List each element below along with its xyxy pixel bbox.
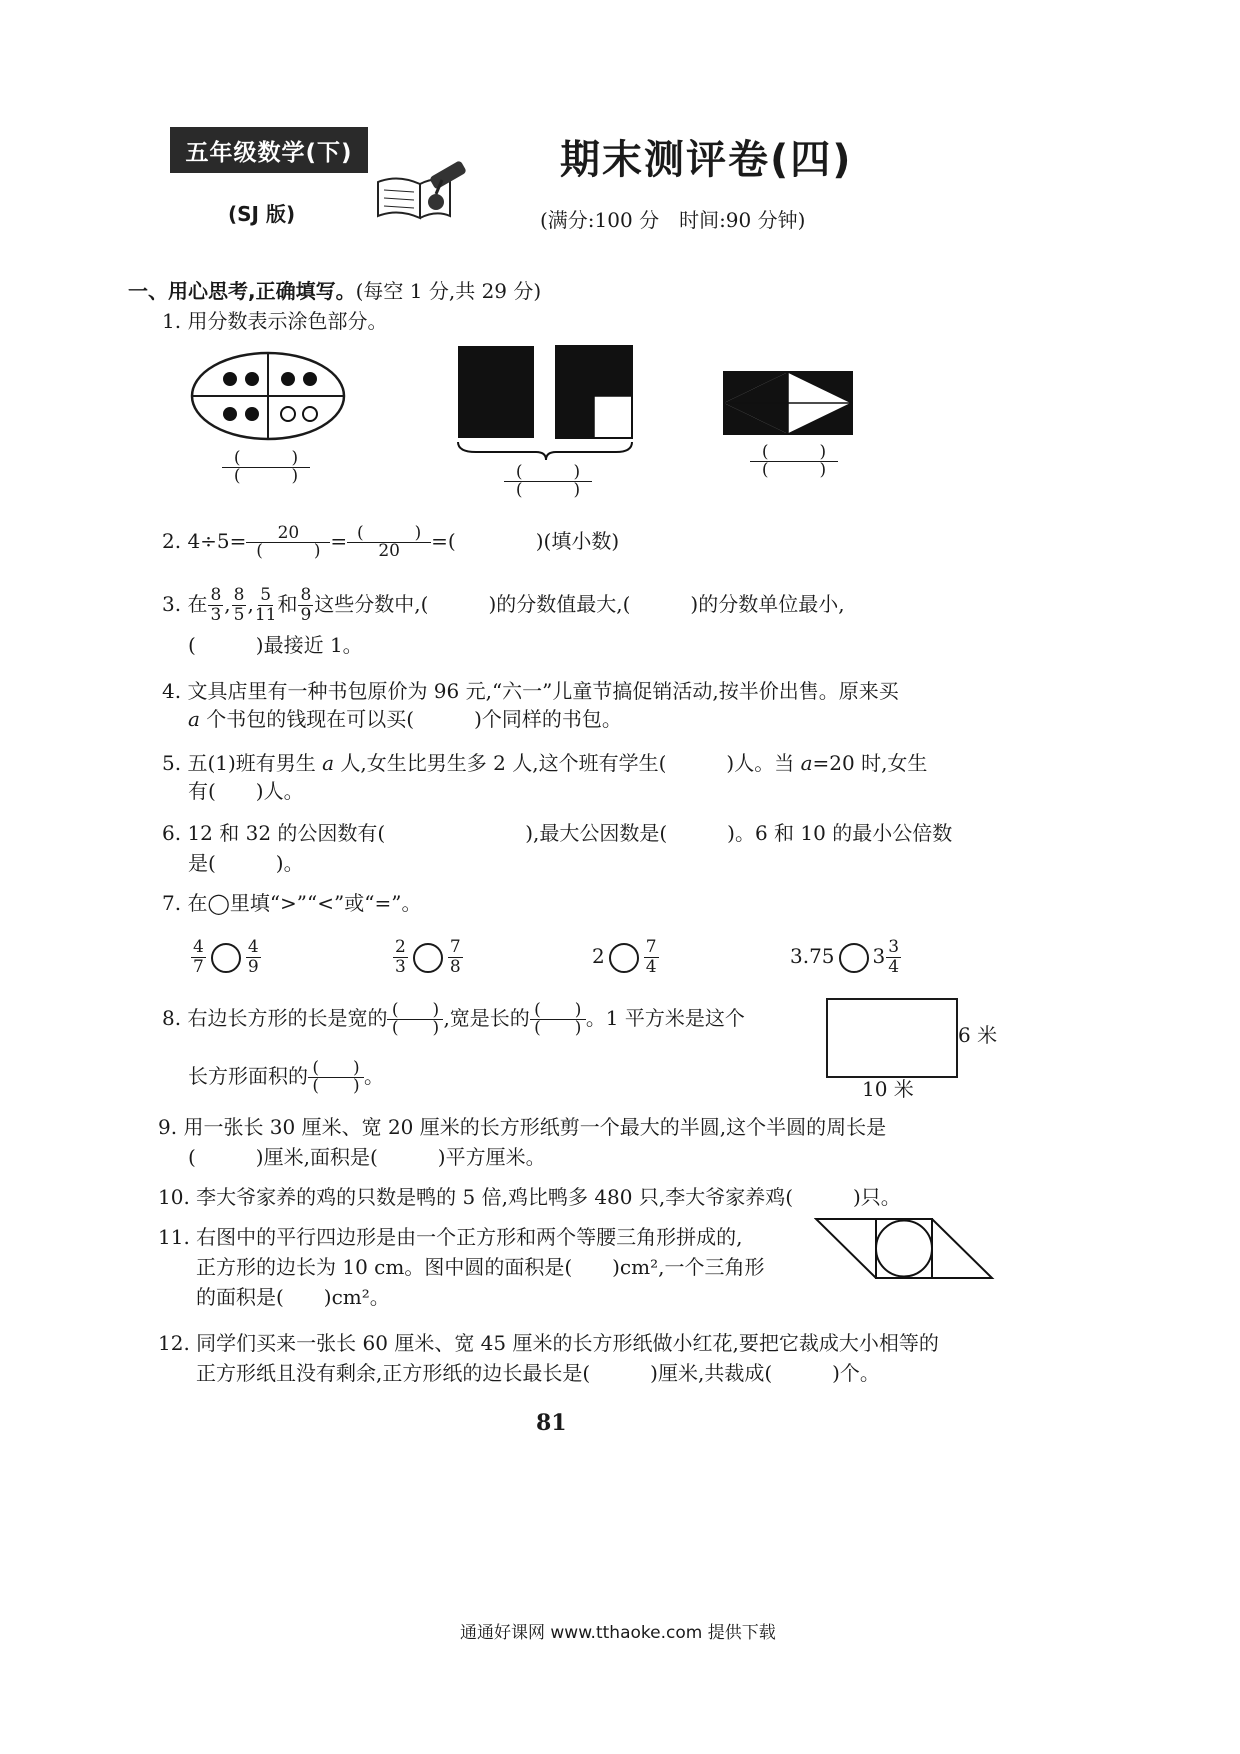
q3-fraction-3 — [255, 586, 277, 625]
rectangle-width-label: 6 米 — [958, 1023, 998, 1047]
compare-circle-1[interactable] — [211, 943, 241, 973]
section-title — [128, 275, 541, 304]
question-5 — [162, 748, 927, 778]
c3-right-denominator: 4 — [645, 957, 657, 977]
q8-fraction-3[interactable]: ( ) ( ) — [308, 1060, 364, 1095]
q3-f2-numerator: 8 — [233, 585, 245, 605]
q5-part-a: 5. 五(1)班有男生 — [162, 751, 323, 775]
rectangle-length-label: 10 米 — [862, 1077, 914, 1101]
c1-left-numerator: 4 — [193, 937, 204, 957]
c4-left: 3.75 — [790, 944, 835, 968]
q2-prefix: 2. 4÷5= — [162, 529, 247, 553]
q5-part-b: 人,女生比男生多 2 人,这个班有学生( )人。当 — [334, 751, 801, 775]
compare-item-2 — [392, 938, 464, 977]
q2-fraction-1[interactable]: 20 ( ) — [246, 525, 330, 560]
c1-right-denominator: 9 — [247, 957, 259, 977]
exam-meta: (满分:100 分 时间:90 分钟) — [540, 208, 806, 232]
question-6-line2: 是( )。 — [188, 851, 304, 875]
q4-variable: a — [188, 707, 200, 731]
compare-circle-3[interactable] — [609, 943, 639, 973]
q8-part-a: 8. 右边长方形的长是宽的 — [162, 1006, 388, 1030]
c4-right-numerator: 3 — [888, 937, 900, 957]
answer-fraction-3[interactable]: ( ) ( ) — [750, 444, 838, 479]
question-12-line2: 正方形纸且没有剩余,正方形纸的边长最长是( )厘米,共裁成( )个。 — [196, 1361, 880, 1385]
section-title-text: 一、用心思考,正确填写。 — [128, 279, 356, 303]
grade-badge: 五年级数学(下) — [170, 127, 368, 173]
c4-right-whole: 3 — [872, 944, 886, 968]
squares-brace-figure — [456, 344, 646, 464]
q2-denominator: 20 — [378, 541, 400, 561]
q3-f2-denominator: 5 — [233, 605, 245, 625]
question-11-line3: 的面积是( )cm²。 — [196, 1285, 390, 1309]
q8-line2-text: 长方形面积的 — [188, 1064, 308, 1088]
parallelogram-circle-figure — [814, 1216, 996, 1282]
question-2 — [162, 525, 619, 560]
question-3: 3. 在 $\frac{8}{3}$ , $\frac{8}{5}$ , $\frac{5}{11}$ 和 $\frac{8}{9}$ 这些分数中,( )的分数值最大,( )的分数单位最小, — [162, 585, 845, 625]
c2-left-denominator: 3 — [395, 957, 406, 977]
question-4-line2 — [188, 704, 622, 734]
q3-line1-rest: 这些分数中,( )的分数值最大,( )的分数单位最小, — [314, 592, 845, 616]
page-title: 期末测评卷(四) — [560, 137, 853, 183]
c3-right-numerator: 7 — [645, 937, 657, 957]
q3-f3-numerator: 5 — [260, 585, 272, 605]
q3-f3-denominator: 11 — [254, 605, 277, 625]
c2-left-numerator: 2 — [395, 937, 406, 957]
compare-item-1 — [190, 938, 262, 977]
book-telescope-icon — [370, 160, 480, 222]
c4-right-denominator: 4 — [888, 957, 900, 977]
q3-fraction-1 — [208, 586, 223, 625]
c2-right-numerator: 7 — [449, 937, 461, 957]
q8-fraction-1[interactable]: ( ) ( ) — [387, 1002, 443, 1037]
q3-f1-denominator: 3 — [210, 605, 222, 625]
footer-source: 通通好课网 www.tthaoke.com 提供下载 — [460, 1623, 776, 1643]
answer-fraction-2[interactable]: ( ) ( ) — [504, 464, 592, 499]
q3-prefix: 3. 在 — [162, 592, 208, 616]
question-12: 12. 同学们买来一张长 60 厘米、宽 45 厘米的长方形纸做小红花,要把它裁成大小相等的 — [158, 1331, 939, 1355]
question-9-line2: ( )厘米,面积是( )平方厘米。 — [188, 1145, 546, 1169]
q3-fraction-4 — [298, 586, 313, 625]
question-3-line2: ( )最接近 1。 — [188, 633, 363, 657]
c2-right-denominator: 8 — [449, 957, 461, 977]
rectangle-figure — [826, 998, 958, 1078]
q3-f1-numerator: 8 — [210, 585, 222, 605]
q4-line2-text: 个书包的钱现在可以买( )个同样的书包。 — [199, 707, 622, 731]
section-note: (每空 1 分,共 29 分) — [355, 279, 542, 303]
q8-part-c: 。1 平方米是这个 — [585, 1006, 745, 1030]
compare-circle-4[interactable] — [839, 943, 869, 973]
compare-item-3 — [592, 938, 660, 977]
triangles-rectangle-figure — [722, 370, 856, 438]
c1-left-denominator: 7 — [193, 957, 204, 977]
q3-fraction-2 — [232, 586, 247, 625]
edition-label: (SJ 版) — [228, 202, 296, 226]
question-10: 10. 李大爷家养的鸡的只数是鸭的 5 倍,鸡比鸭多 480 只,李大爷家养鸡( )只。 — [158, 1185, 901, 1209]
question-8-line2 — [188, 1060, 384, 1095]
question-8 — [162, 1002, 745, 1037]
q2-fraction-2[interactable]: ( ) 20 — [347, 525, 431, 560]
q5-variable-2: a — [800, 751, 813, 775]
q3-and: 和 — [277, 592, 298, 616]
q2-numerator: 20 — [246, 525, 330, 543]
answer-fraction-1[interactable]: ( ) ( ) — [222, 450, 310, 485]
q5-part-c: =20 时,女生 — [812, 751, 928, 775]
question-5-line2: 有( )人。 — [188, 779, 304, 803]
q8-part-b: ,宽是长的 — [443, 1006, 530, 1030]
q5-variable: a — [322, 751, 335, 775]
q8-fraction-2[interactable]: ( ) ( ) — [530, 1002, 586, 1037]
question-6: 6. 12 和 32 的公因数有( ),最大公因数是( )。6 和 10 的最小公倍数 — [162, 821, 953, 845]
q2-suffix: =( )(填小数) — [431, 529, 620, 553]
q3-f4-denominator: 9 — [300, 605, 312, 625]
c1-right-numerator: 4 — [247, 937, 259, 957]
question-1: 1. 用分数表示涂色部分。 — [162, 309, 388, 333]
q8-end: 。 — [364, 1064, 384, 1088]
ellipse-dots-figure — [190, 350, 350, 445]
compare-item-4 — [790, 938, 902, 977]
q2-equals: = — [330, 529, 348, 553]
page-number: 81 — [536, 1410, 567, 1436]
compare-circle-2[interactable] — [413, 943, 443, 973]
c3-left: 2 — [592, 944, 605, 968]
question-11: 11. 右图中的平行四边形是由一个正方形和两个等腰三角形拼成的, — [158, 1225, 743, 1249]
question-9: 9. 用一张长 30 厘米、宽 20 厘米的长方形纸剪一个最大的半圆,这个半圆的周长是 — [158, 1115, 887, 1139]
question-4: 4. 文具店里有一种书包原价为 96 元,“六一”儿童节搞促销活动,按半价出售。原来买 — [162, 679, 899, 703]
question-11-line2: 正方形的边长为 10 cm。图中圆的面积是( )cm²,一个三角形 — [196, 1255, 765, 1279]
question-7: 7. 在◯里填“>”“<”或“=”。 — [162, 891, 422, 915]
q3-f4-numerator: 8 — [300, 585, 312, 605]
